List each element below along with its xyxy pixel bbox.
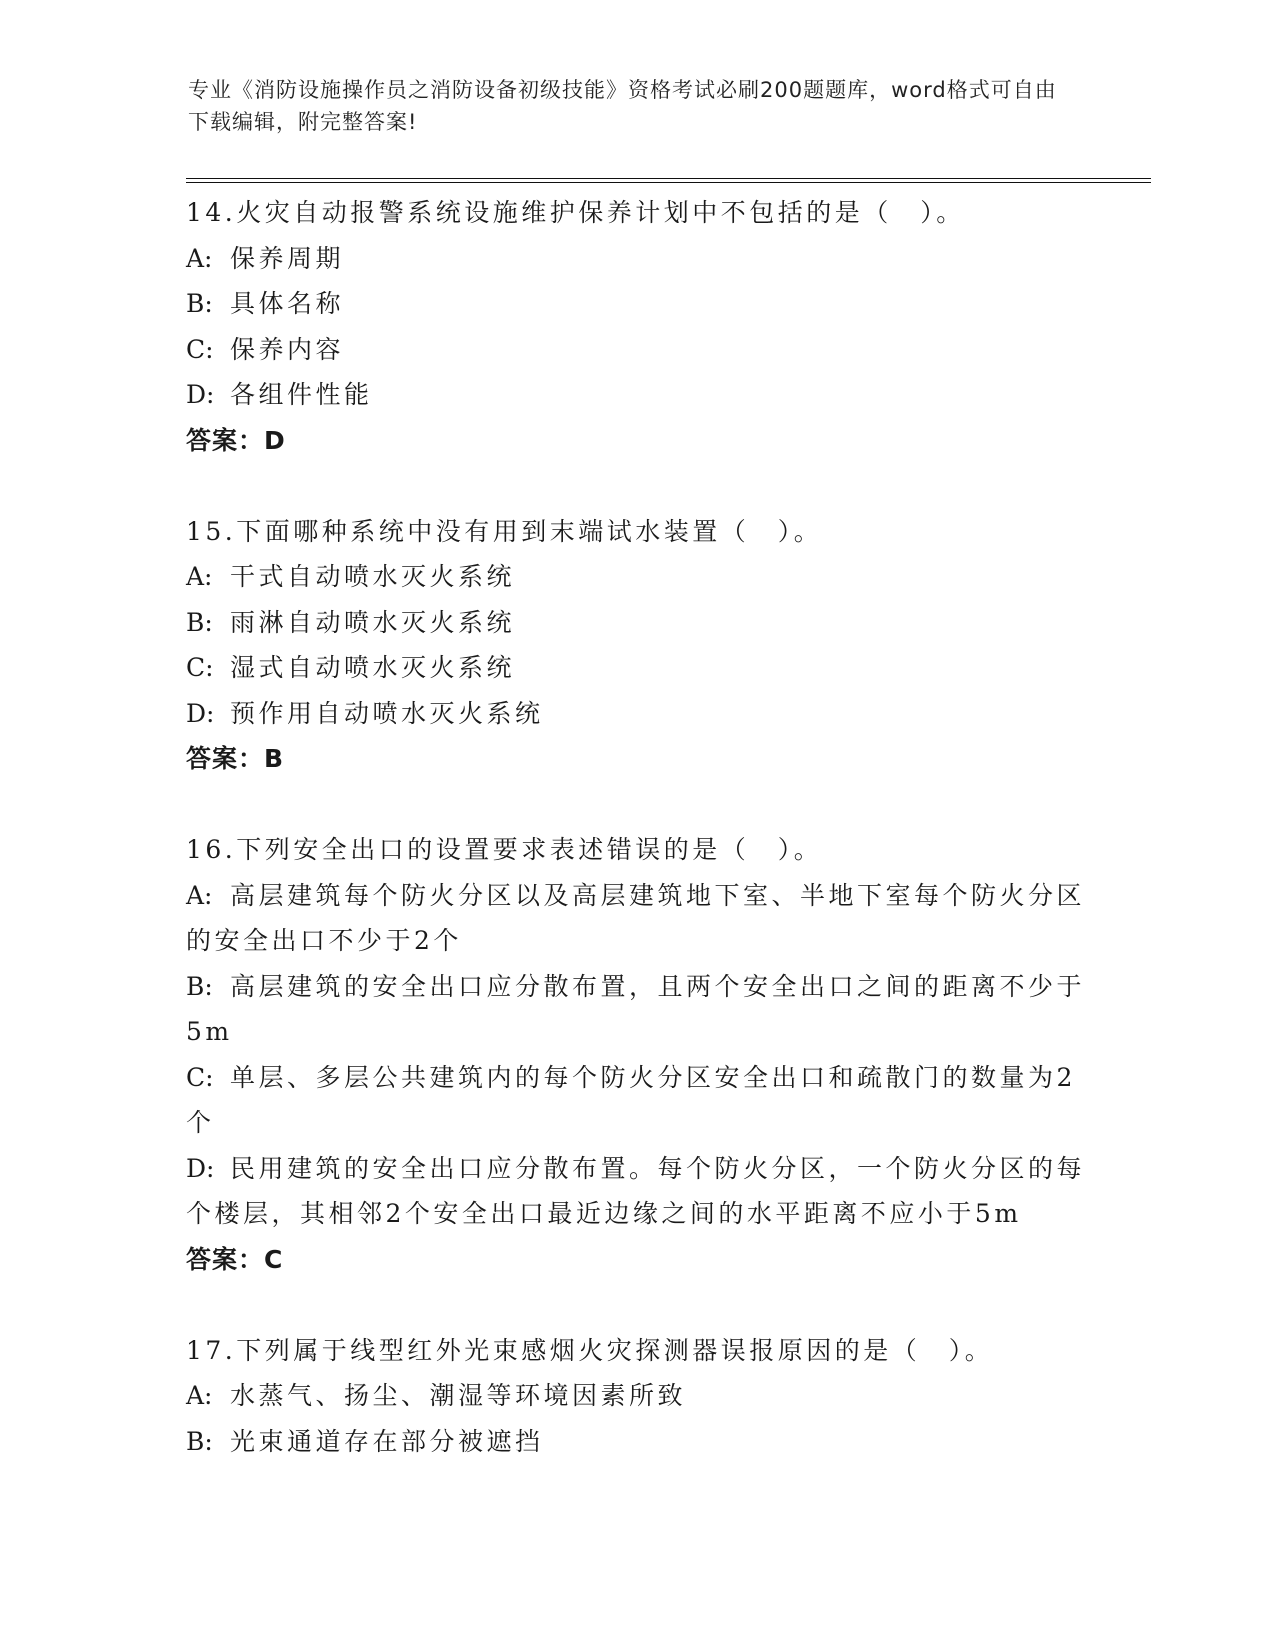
answer-line: 答案：D: [186, 425, 286, 455]
option-text: 保养周期: [230, 243, 345, 273]
question-spacer: [186, 463, 1086, 509]
option-text: 高层建筑的安全出口应分散布置，且两个安全出口之间的距离不少于5m: [186, 971, 1086, 1046]
option-letter: A:: [186, 1381, 213, 1410]
option-letter: D:: [186, 698, 215, 728]
option-letter: A:: [186, 562, 213, 591]
option-text: 各组件性能: [230, 380, 373, 409]
option-text: 干式自动喷水灭火系统: [230, 562, 516, 591]
option-letter: B:: [186, 971, 213, 1001]
option-c: [186, 645, 1086, 691]
question-spacer: [186, 782, 1086, 828]
question-list: [186, 190, 1086, 1464]
question-stem: 14.火灾自动报警系统设施维护保养计划中不包括的是（ ）。: [186, 198, 965, 227]
option-text: 水蒸气、扬尘、潮湿等环境因素所致: [230, 1381, 687, 1410]
option-d: [186, 1146, 1086, 1237]
answer-line: 答案：B: [186, 744, 285, 773]
option-a: [186, 236, 1086, 282]
question-16: [186, 827, 1086, 1282]
header-rule-top: [186, 178, 1151, 179]
option-letter: B:: [186, 1426, 213, 1456]
option-c: [186, 1055, 1086, 1146]
option-text: 民用建筑的安全出口应分散布置。每个防火分区，一个防火分区的每个楼层，其相邻2个安全出口最近边缘之间的水平距离不应小于5m: [186, 1153, 1086, 1228]
option-c: [186, 327, 1086, 373]
question-17: [186, 1328, 1086, 1465]
option-b: [186, 964, 1086, 1055]
option-b: [186, 281, 1086, 327]
option-letter: B:: [186, 289, 213, 318]
option-letter: C:: [186, 334, 214, 364]
question-spacer: [186, 1282, 1086, 1328]
option-a: [186, 873, 1086, 964]
question-stem: 15.下面哪种系统中没有用到末端试水装置（ ）。: [186, 516, 823, 546]
option-text: 保养内容: [230, 334, 345, 364]
option-letter: B:: [186, 607, 213, 637]
question-14: [186, 190, 1086, 463]
question-stem: 17.下列属于线型红外光束感烟火灾探测器误报原因的是（ ）。: [186, 1335, 994, 1365]
option-text: 光束通道存在部分被遮挡: [230, 1426, 544, 1456]
option-a: [186, 1373, 1086, 1419]
option-letter: A:: [186, 880, 213, 910]
answer-line: 答案：C: [186, 1244, 284, 1274]
page-header: 专业《消防设施操作员之消防设备初级技能》资格考试必刷200题题库，word格式可自由下载编辑，附完整答案!: [188, 78, 1057, 134]
option-a: [186, 554, 1086, 600]
option-d: [186, 691, 1086, 737]
option-b: [186, 600, 1086, 646]
option-letter: A:: [186, 243, 213, 273]
option-text: 高层建筑每个防火分区以及高层建筑地下室、半地下室每个防火分区的安全出口不少于2个: [186, 880, 1086, 955]
option-b: [186, 1419, 1086, 1465]
option-text: 雨淋自动喷水灭火系统: [230, 607, 516, 637]
option-letter: C:: [186, 653, 214, 682]
option-letter: D:: [186, 1153, 215, 1183]
option-letter: C:: [186, 1062, 214, 1092]
option-text: 预作用自动喷水灭火系统: [230, 698, 544, 728]
option-text: 单层、多层公共建筑内的每个防火分区安全出口和疏散门的数量为2个: [186, 1062, 1076, 1137]
question-15: [186, 509, 1086, 782]
option-letter: D:: [186, 380, 215, 409]
option-text: 湿式自动喷水灭火系统: [230, 653, 516, 682]
option-text: 具体名称: [230, 289, 345, 318]
header-rule-bottom: [186, 182, 1151, 183]
question-stem: 16.下列安全出口的设置要求表述错误的是（ ）。: [186, 835, 823, 864]
option-d: [186, 372, 1086, 418]
